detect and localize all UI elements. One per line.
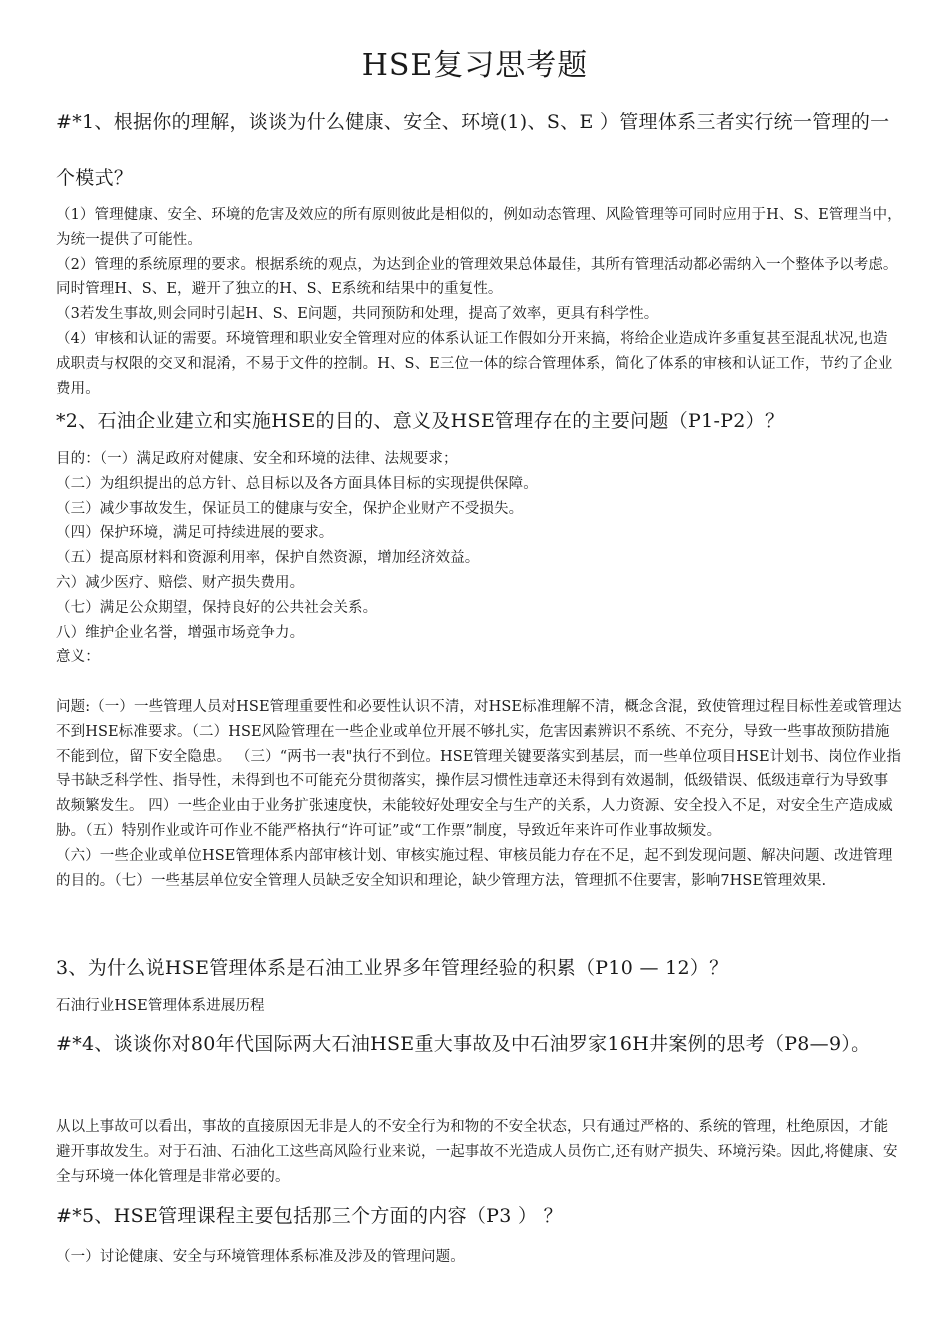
question-5-answer: （一）讨论健康、安全与环境管理体系标准及涉及的管理问题。 <box>56 1249 465 1265</box>
list-item: 目的：（一）满足政府对健康、安全和环境的法律、法规要求； <box>56 451 458 467</box>
question-2-heading: *2、石油企业建立和实施HSE的目的、意义及HSE管理存在的主要问题（P1-P2）？ <box>56 410 785 432</box>
question-4-heading: #*4、谈谈你对80年代国际两大石油HSE重大事故及中石油罗家16H井案例的思考（P8—9）。 <box>56 1033 871 1055</box>
list-item: 意义： <box>56 649 100 666</box>
question-1-heading: #*1、根据你的理解，谈谈为什么健康、安全、环境(1)、S、E ）管理体系三者实行统一管理的一个模式？ <box>56 111 890 189</box>
answer-paragraph: （2）管理的系统原理的要求。根据系统的观点，为达到企业的管理效果总体最佳，其所有管理活动都必需纳入一个整体予以考虑。同时管理H、S、E，避开了独立的H、S、E系统和结果中的重复性。 <box>56 256 898 298</box>
list-item: （三）减少事故发生，保证员工的健康与安全，保护企业财产不受损失。 <box>56 500 524 517</box>
question-3-heading: 3、为什么说HSE管理体系是石油工业界多年管理经验的积累（P10 — 12）？ <box>56 957 729 979</box>
question-3-answer: 石油行业HSE管理体系进展历程 <box>56 998 265 1014</box>
list-item: （七）满足公众期望，保持良好的公共社会关系。 <box>56 599 378 616</box>
question-2-purpose-list <box>56 447 902 670</box>
list-item: 六）减少医疗、赔偿、财产损失费用。 <box>56 574 305 591</box>
answer-paragraph: （3若发生事故,则会同时引起H、S、E问题，共同预防和处理，提高了效率，更具有科学性。 <box>56 306 659 323</box>
list-item: （四）保护环境，满足可持续进展的要求。 <box>56 525 334 542</box>
list-item: 八）维护企业名誉，增强市场竞争力。 <box>56 624 305 641</box>
problems-paragraph: （六）一些企业或单位HSE管理体系内部审核计划、审核实施过程、审核员能力存在不足，起不到发现问题、解决问题、改进管理的目的。（七）一些基层单位安全管理人员缺乏安全知识和理论，缺少管理方法，管理抓不住要害，影响7HSE管理效果. <box>56 847 893 889</box>
question-5-heading: #*5、HSE管理课程主要包括那三个方面的内容（P3 ） ？ <box>56 1205 563 1227</box>
list-item: （二）为组织提出的总方针、总目标以及各方面具体目标的实现提供保障。 <box>56 475 538 492</box>
question-1-answer <box>56 203 902 401</box>
question-4-answer: 从以上事故可以看出，事故的直接原因无非是人的不安全行为和物的不安全状态，只有通过严格的、系统的管理，杜绝原因，才能避开事故发生。对于石油、石油化工这些高风险行业来说，一起事故不光造成人员伤亡,还有财产损失、环境污染。因此,将健康、安全与环境一体化管理是非常必要的。 <box>56 1119 898 1185</box>
list-item: （五）提高原材料和资源利用率，保护自然资源，增加经济效益。 <box>56 550 480 567</box>
question-2-problems <box>56 695 902 893</box>
page-title: HSE复习思考题 <box>361 48 589 83</box>
answer-paragraph: （1）管理健康、安全、环境的危害及效应的所有原则彼此是相似的，例如动态管理、风险管理等可同时应用于H、S、E管理当中，为统一提供了可能性。 <box>56 207 902 248</box>
answer-paragraph: （4）审核和认证的需要。环境管理和职业安全管理对应的体系认证工作假如分开来搞，将给企业造成许多重复甚至混乱状况,也造成职责与权限的交叉和混淆，不易于文件的控制。H、S、E三位一体的综合管理体系，简化了体系的审核和认证工作，节约了企业费用。 <box>56 330 893 397</box>
problems-paragraph: 问题:（一）一些管理人员对HSE管理重要性和必要性认识不清，对HSE标准理解不清，概念含混，致使管理过程目标性差或管理达不到HSE标准要求。（二）HSE风险管理在一些企业或单位开展不够扎实，危害因素辨识不系统、不充分，导致一些事故预防措施不能到位，留下安全隐患。 （三）“两书一表"执行不到位。HSE管理关键要落实到基层，而一些单位项目HSE计划书、岗位作业指导书缺乏科学性、指导性，未得到也不可能充分贯彻落实，操作层习惯性违章还未得到有效遏制，低级错误、低级违章行为导致事故频繁发生。 四）一些企业由于业务扩张速度快，未能较好处理安全与生产的关系，人力资源、安全投入不足，对安全生产造成威胁。（五）特别作业或许可作业不能严格执行“许可证”或“工作票”制度，导致近年来许可作业事故频发。 <box>56 699 902 839</box>
